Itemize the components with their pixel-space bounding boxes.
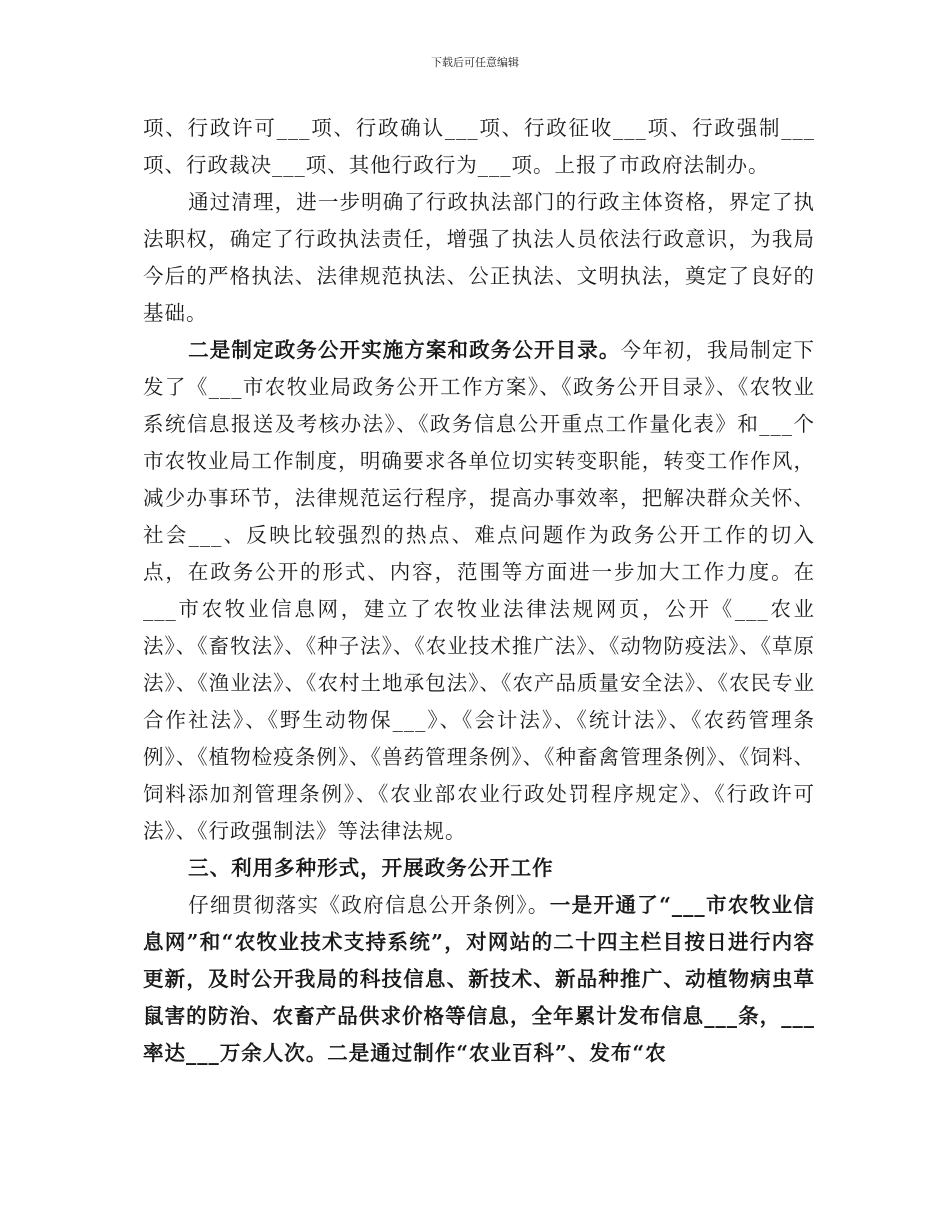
paragraph-2-text: 通过清理，进一步明确了行政执法部门的行政主体资格，界定了执法职权，确定了行政执法责任，增强了执法人员依法行政意识，为我局今后的严格执法、法律规范执法、公正执法、文明执法，奠定了良好的基础。 [143,190,815,325]
paragraph-3-text: 今年初，我局制定下发了《___市农牧业局政务公开工作方案》、《政务公开目录》、《农牧业系统信息报送及考核办法》、《政务信息公开重点工作量化表》和___个市农牧业局工作制度，明确要求各单位切实转变职能，转变工作作风，减少办事环节，法律规范运行程序，提高办事效率，把解决群众关怀、社会___、反映比较强烈的热点、难点问题作为政务公开工作的切入点，在政务公开的形式、内容，范围等方面进一步加大工作力度。在___市农牧业信息网，建立了农牧业法律法规网页，公开《___农业法》、《畜牧法》、《种子法》、《农业技术推广法》、《动物防疫法》、《草原法》、《渔业法》、《农村土地承包法》、《农产品质量安全法》、《农民专业合作社法》、《野生动物保___》、《会计法》、《统计法》、《农药管理条例》、《植物检疫条例》、《兽药管理条例》、《种畜禽管理条例》、《饲料、饲料添加剂管理条例》、《农业部农业行政处罚程序规定》、《行政许可法》、《行政强制法》等法律法规。 [143,338,816,843]
document-body [143,110,815,1072]
section-heading-3-text: 三、利用多种形式，开展政务公开工作 [188,856,554,880]
paragraph-5-text: 一是开通了“___市农牧业信息网”和“农牧业技术支持系统”，对网站的二十四主栏目按日进行内容更新，及时公开我局的科技信息、新技术、新品种推广、动植物病虫草鼠害的防治、农畜产品供求价格等信息，全年累计发布信息___条，___率达___万余人次。二是通过制作“农业百科”、发布“农 [143,893,816,1065]
section-heading-3 [143,850,815,887]
paragraph-1 [143,110,815,184]
paragraph-5-lead: 仔细贯彻落实《政府信息公开条例》。 [188,893,550,917]
paragraph-3 [143,332,815,850]
page-header: 下载后可任意编辑 [431,56,519,69]
paragraph-1-text: 项、行政许可___项、行政确认___项、行政征收___项、行政强制___项、行政裁决___项、其他行政行为___项。上报了市政府法制办。 [143,116,815,177]
paragraph-5 [143,887,815,1072]
paragraph-2 [143,184,815,332]
paragraph-3-lead: 二是制定政务公开实施方案和政务公开目录。 [188,338,621,362]
